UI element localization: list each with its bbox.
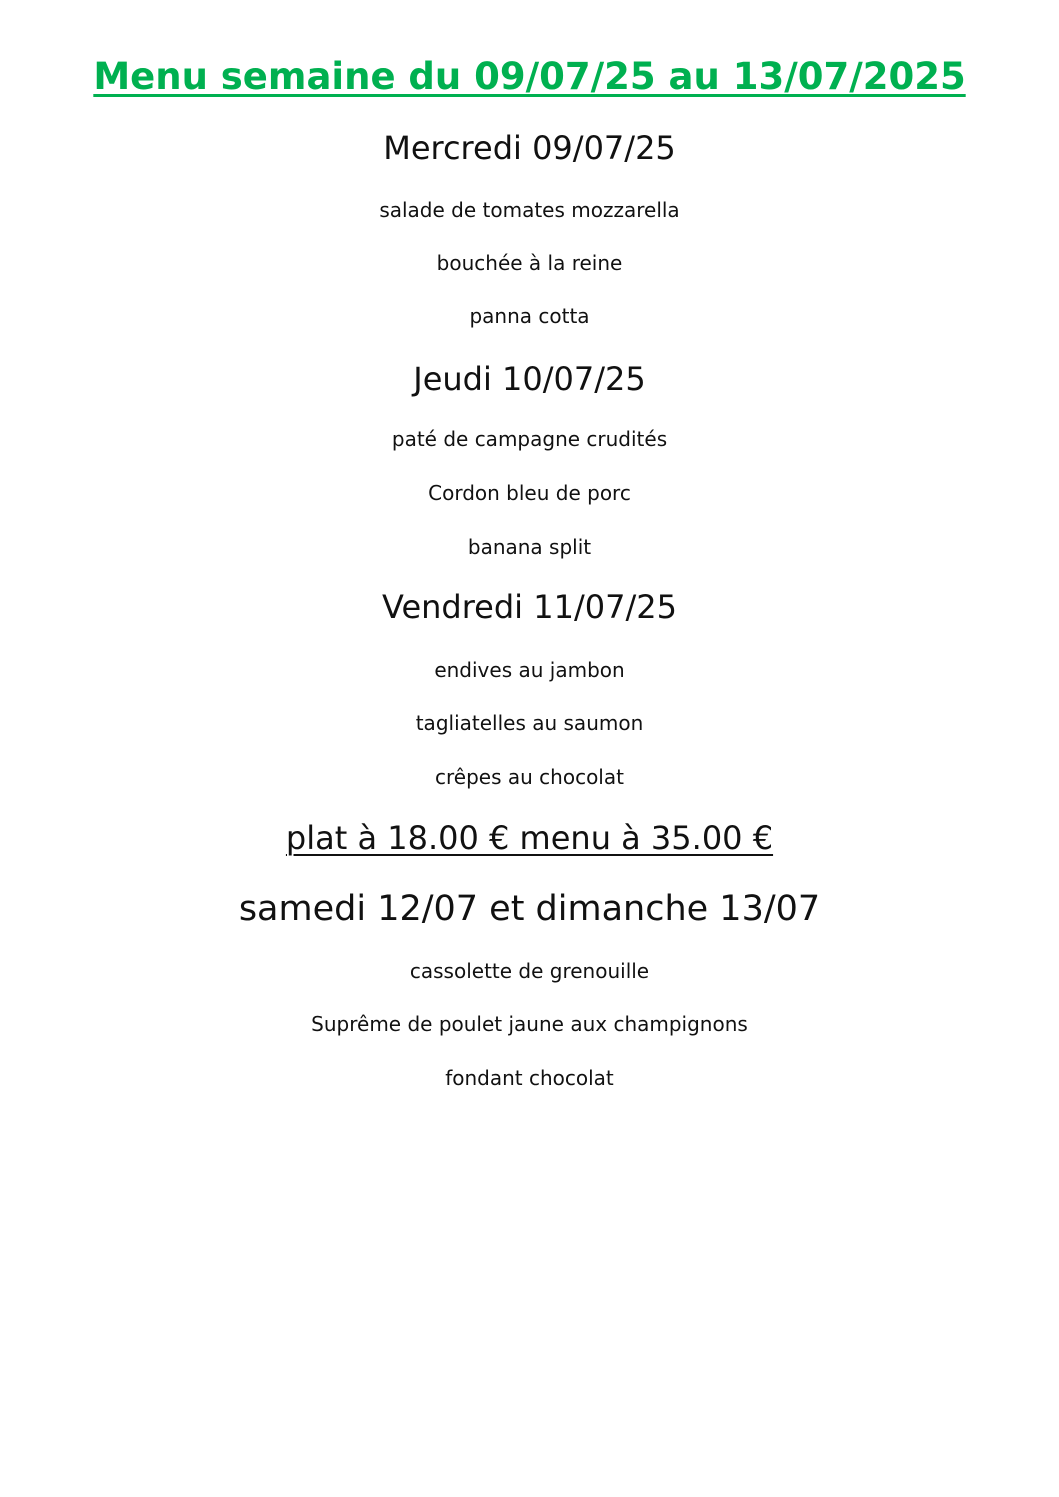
day-heading-thursday: Jeudi 10/07/25 <box>413 360 646 398</box>
page-title: Menu semaine du 09/07/25 au 13/07/2025 <box>93 55 966 98</box>
dish-item: tagliatelles au saumon <box>415 711 644 735</box>
dish-item: salade de tomates mozzarella <box>379 198 680 222</box>
dish-item: bouchée à la reine <box>436 251 623 275</box>
dish-item: fondant chocolat <box>445 1066 614 1090</box>
day-heading-wednesday: Mercredi 09/07/25 <box>383 129 676 167</box>
dish-item: Cordon bleu de porc <box>428 481 631 505</box>
price-line: plat à 18.00 € menu à 35.00 € <box>285 819 774 857</box>
dish-item: panna cotta <box>469 304 590 328</box>
dish-item: cassolette de grenouille <box>409 959 650 983</box>
day-heading-friday: Vendredi 11/07/25 <box>382 588 677 626</box>
dish-item: crêpes au chocolat <box>435 765 624 789</box>
dish-item: banana split <box>467 535 592 559</box>
dish-item: endives au jambon <box>434 658 625 682</box>
day-heading-weekend: samedi 12/07 et dimanche 13/07 <box>238 889 821 929</box>
dish-item: paté de campagne crudités <box>391 427 668 451</box>
dish-item: Suprême de poulet jaune aux champignons <box>311 1012 748 1036</box>
